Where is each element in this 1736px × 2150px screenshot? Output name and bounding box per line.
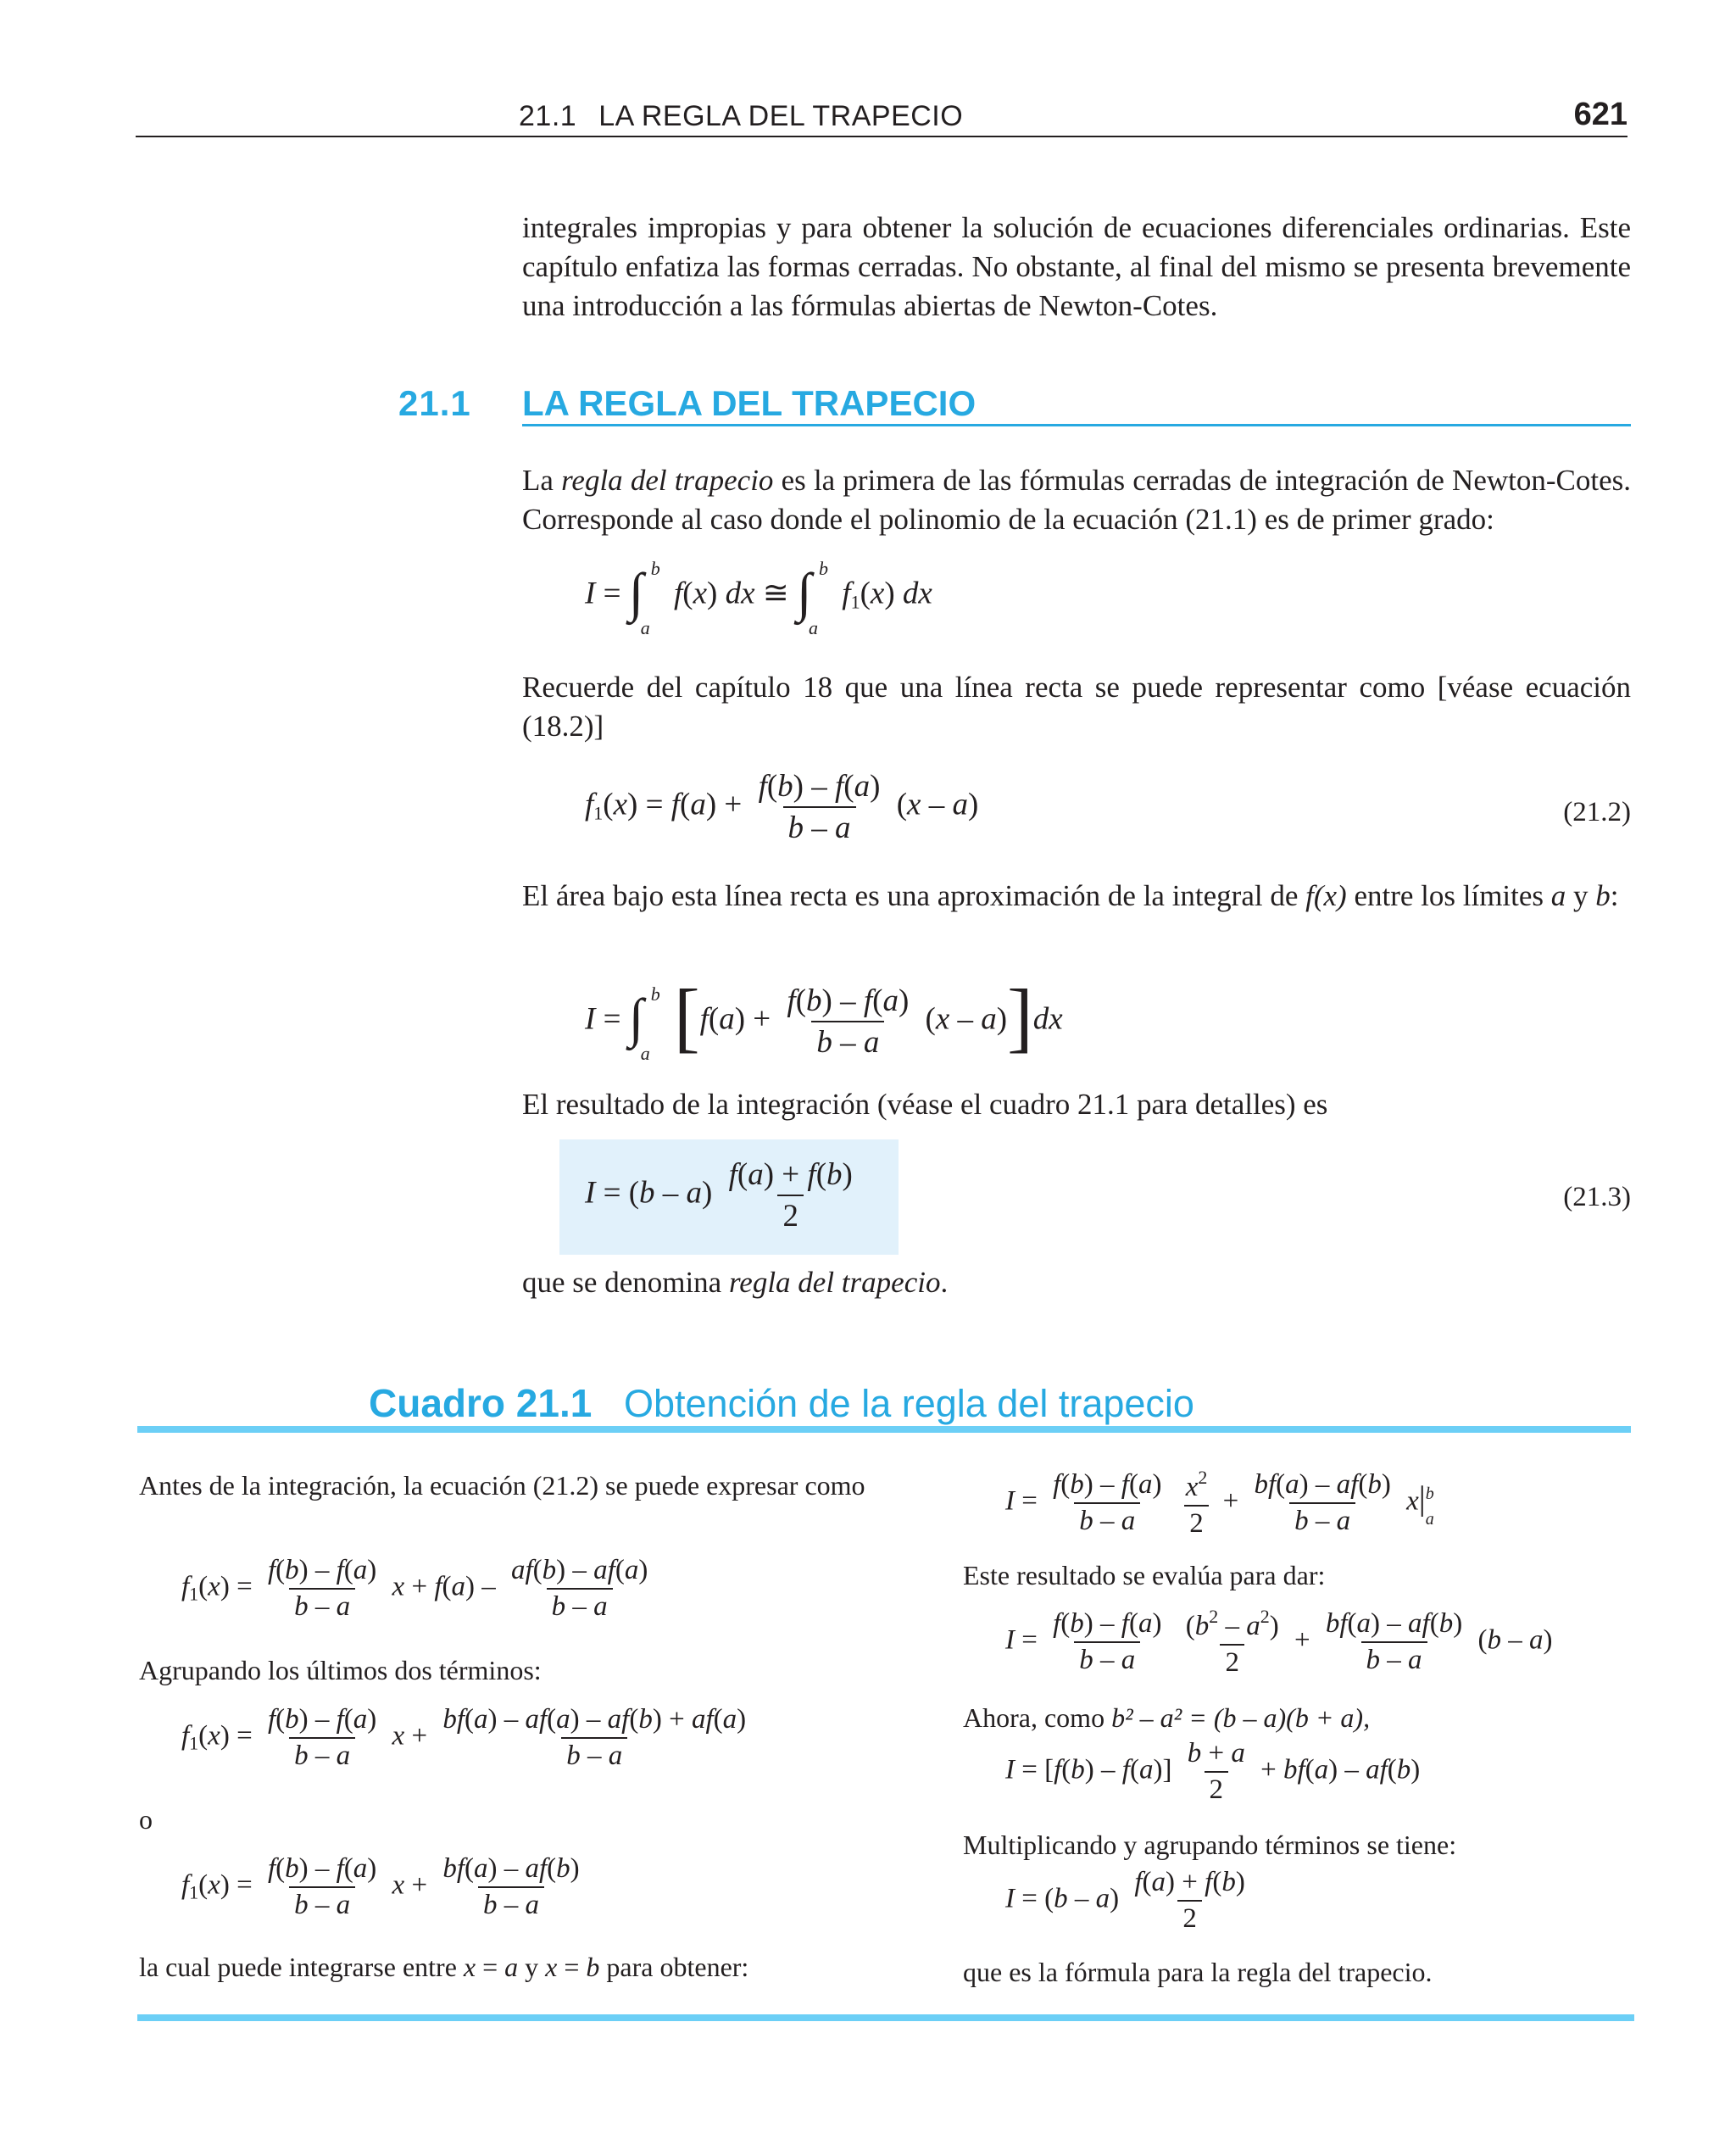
para5-post: . xyxy=(940,1266,949,1299)
cuadro-top-rule xyxy=(137,1426,1631,1433)
cuadro-left-text-4 xyxy=(139,1950,748,1984)
cuadro-right-text-2 xyxy=(963,1701,1370,1735)
paragraph-linea-recta: Recuerde del capítulo 18 que una línea recta se puede representar como [véase ecuación (18.2)] xyxy=(522,671,1631,743)
paragraph-denomina xyxy=(522,1263,1631,1302)
t4-eq1: = xyxy=(476,1952,505,1982)
paragraph-area xyxy=(522,877,1631,916)
running-header-title: LA REGLA DEL TRAPECIO xyxy=(598,100,964,132)
section-number: 21.1 xyxy=(398,383,471,423)
header-rule xyxy=(136,136,1628,137)
cuadro-eq-right-2: I = $\frac{f(b) - f(a)}{b - a}$ $\frac{(b^2 - a^2)}{2}$ + $\frac{bf(a) - af(b)}{b - a}$ (b – a) xyxy=(1005,1606,1553,1678)
cuadro-right-text-1: Este resultado se evalúa para dar: xyxy=(963,1560,1326,1590)
t4-post: para obtener: xyxy=(599,1952,749,1982)
cuadro-eq-left-1: $f_1(x)$ = $\frac{f(b) - f(a)}{b - a}$ x + f(a) – $\frac{af(b) - af(a)}{b - a}$ xyxy=(181,1555,648,1622)
para3-fx: f(x) xyxy=(1305,879,1347,912)
section-rule xyxy=(522,424,1631,426)
cuadro-eq-right-4: I = (b – a) $\frac{f(a) + f(b)}{2}$ xyxy=(1005,1867,1245,1934)
cuadro-bottom-rule xyxy=(137,2014,1634,2021)
para3-a: a xyxy=(1550,879,1566,912)
equation-integral-approx: I = ∫ b a f(x) dx ≅ ∫ b a $f_1(x)$ dx xyxy=(585,558,932,638)
cuadro-eq-right-1: I = $\frac{f(b) - f(a)}{b - a}$ $\frac{x^2}{2}$ + $\frac{bf(a) - af(b)}{b - a}$ x| b a xyxy=(1005,1467,1434,1539)
cuadro-left-text-2: Agrupando los últimos dos términos: xyxy=(139,1655,542,1685)
running-header xyxy=(519,100,963,133)
right-t2-math: b² – a² = (b – a)(b + a), xyxy=(1111,1702,1371,1733)
para3-y: y xyxy=(1566,879,1596,912)
para1-post: es la primera de las fórmulas cerradas de integración de Newton-Cotes. Corresponde al caso donde el polinomio de la ecuación (21.1) es de primer grado: xyxy=(522,464,1631,536)
equation-number-21-2: (21.2) xyxy=(1563,797,1631,827)
cuadro-left-text-3: o xyxy=(139,1804,153,1835)
para3-b: b xyxy=(1595,879,1611,912)
equation-21-2: $f_1(x) = f(a)$ + $\frac{f(b) - f(a)}{b - a}$ (x – a) xyxy=(585,769,979,845)
equation-number-21-3: (21.3) xyxy=(1563,1182,1631,1212)
intro-paragraph: integrales impropias y para obtener la solución de ecuaciones diferenciales ordinarias. Este capítulo enfatiza las formas cerradas. No obstante, al final del mismo se presenta brevemente una introducción a las fórmulas abiertas de Newton-Cotes. xyxy=(522,211,1631,322)
cuadro-eq-left-2: $f_1(x)$ = $\frac{f(b) - f(a)}{b - a}$ x + $\frac{bf(a) - af(a) - af(b) + af(a)}{b - a}$ xyxy=(181,1704,747,1771)
t4-b: b xyxy=(586,1952,600,1982)
para3-end: : xyxy=(1610,879,1619,912)
cuadro-eq-left-3: $f_1(x)$ = $\frac{f(b) - f(a)}{b - a}$ x + $\frac{bf(a) - af(b)}{b - a}$ xyxy=(181,1853,580,1920)
running-header-number: 21.1 xyxy=(519,100,577,132)
t4-x2: x xyxy=(545,1952,558,1982)
section-title: LA REGLA DEL TRAPECIO xyxy=(522,383,976,423)
right-t2-pre: Ahora, como xyxy=(963,1702,1112,1733)
t4-y: y xyxy=(518,1952,546,1982)
cuadro-right-text-4: que es la fórmula para la regla del trapecio. xyxy=(963,1957,1433,1987)
t4-pre: la cual puede integrarse entre xyxy=(139,1952,464,1982)
t4-a: a xyxy=(504,1952,519,1982)
t4-x1: x xyxy=(463,1952,476,1982)
page-number: 621 xyxy=(1573,97,1628,132)
para5-italic: regla del trapecio xyxy=(728,1266,941,1299)
cuadro-left-text-1: Antes de la integración, la ecuación (21.2) se puede expresar como xyxy=(139,1470,865,1501)
para3-mid: entre los límites xyxy=(1346,879,1551,912)
cuadro-title: Obtención de la regla del trapecio xyxy=(624,1382,1194,1425)
paragraph-regla xyxy=(522,461,1631,539)
para5-pre: que se denomina xyxy=(522,1266,729,1299)
para1-italic: regla del trapecio xyxy=(561,464,774,497)
t4-eq2: = xyxy=(557,1952,587,1982)
para1-pre: La xyxy=(522,464,562,497)
cuadro-eq-right-3: I = [f(b) – f(a)] $\frac{b + a}{2}$ + bf(a) – af(b) xyxy=(1005,1738,1421,1805)
cuadro-right-text-3: Multiplicando y agrupando términos se tiene: xyxy=(963,1830,1457,1860)
para3-pre: El área bajo esta línea recta es una aproximación de la integral de xyxy=(522,879,1306,912)
cuadro-label: Cuadro 21.1 xyxy=(369,1381,593,1425)
equation-21-3: I = (b – a) $\frac{f(a) + f(b)}{2}$ xyxy=(585,1157,853,1234)
paragraph-resultado: El resultado de la integración (véase el cuadro 21.1 para detalles) es xyxy=(522,1088,1328,1121)
equation-integral-line: I = ∫ b a [f(a) + $\frac{f(b) - f(a)}{b - a}$ (x – a)]dx xyxy=(585,973,1063,1064)
